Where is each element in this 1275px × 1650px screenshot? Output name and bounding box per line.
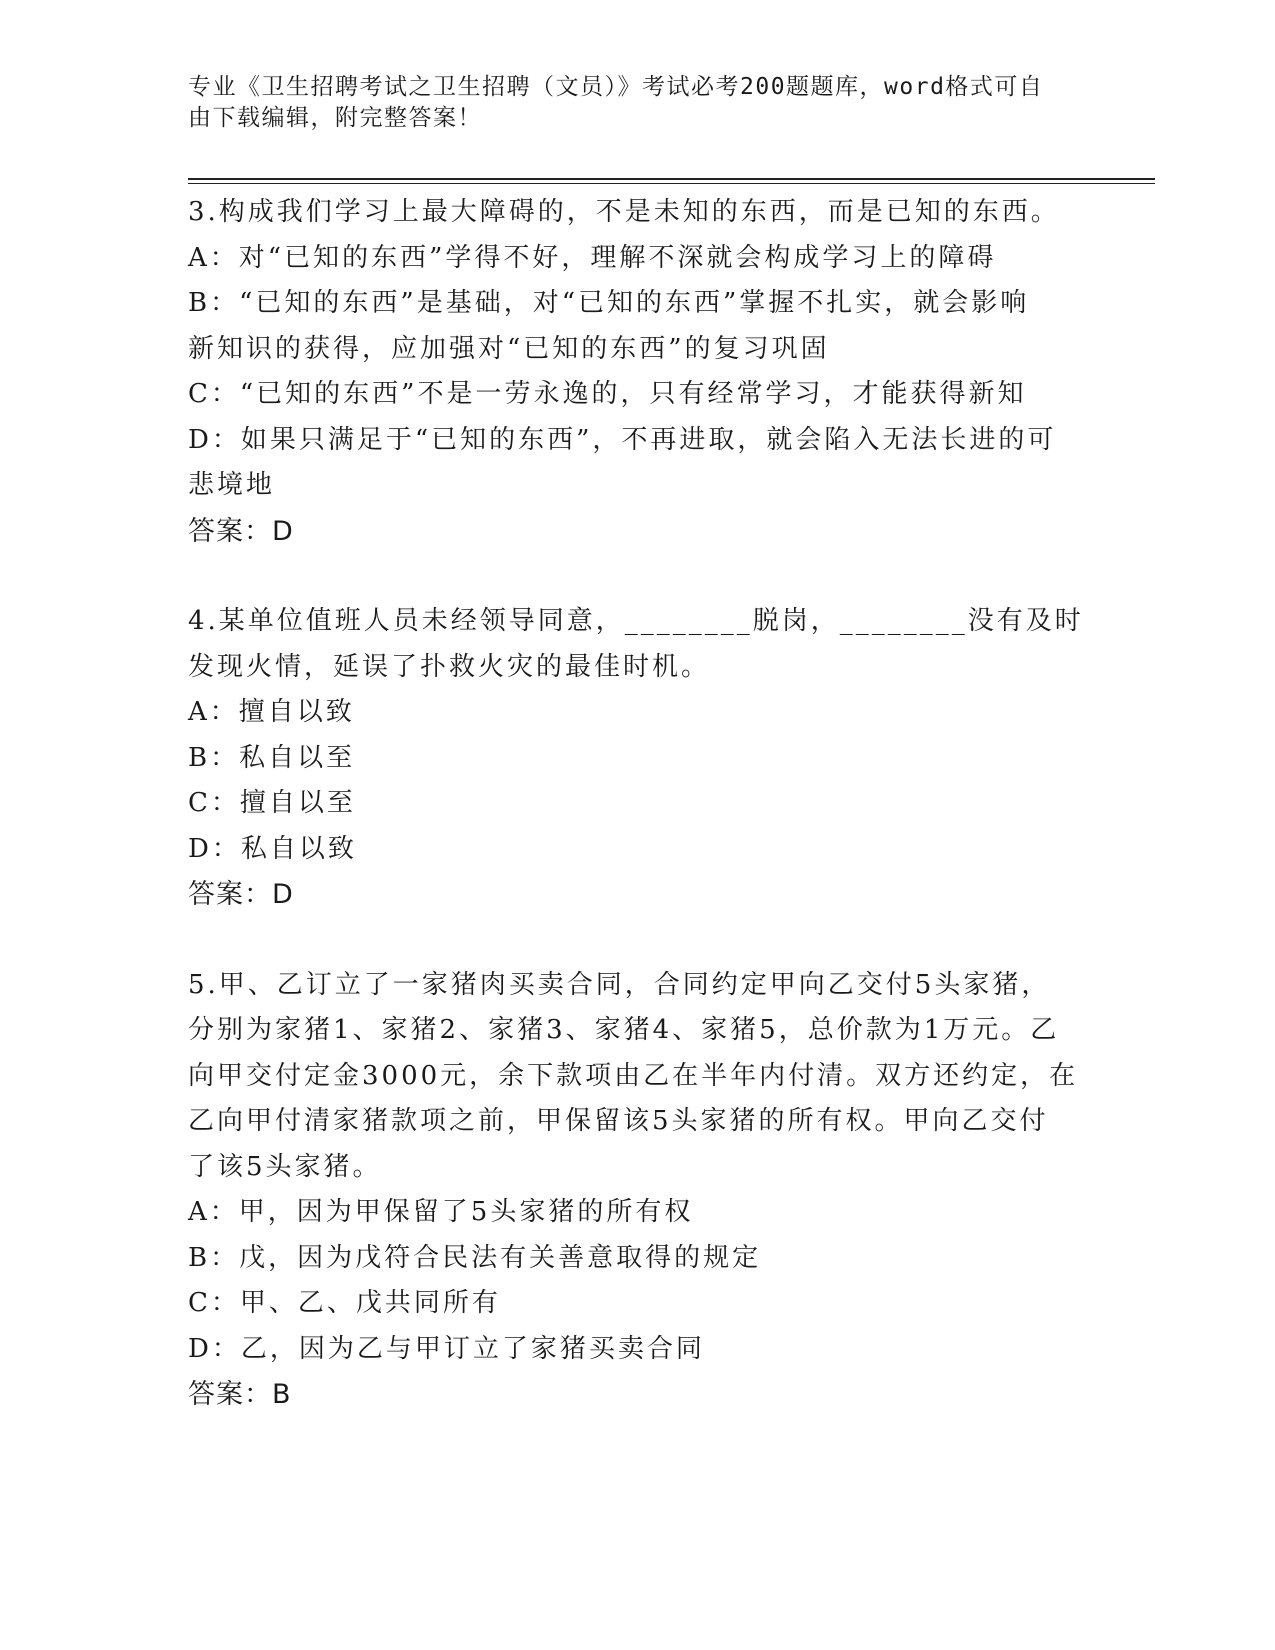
option-line: C：擅自以至 bbox=[188, 788, 356, 818]
question-list bbox=[188, 190, 1088, 1463]
question-block bbox=[188, 190, 1088, 554]
option-line: A：甲，因为甲保留了5头家猪的所有权 bbox=[188, 1197, 694, 1227]
option-line: B：“已知的东西”是基础，对“已知的东西”掌握不扎实，就会影响 bbox=[188, 288, 1030, 318]
question-line: 4.某单位值班人员未经领导同意，________脱岗，________没有及时 bbox=[188, 606, 1084, 636]
option-line: D：如果只满足于“已知的东西”，不再进取，就会陷入无法长进的可 bbox=[188, 424, 1057, 455]
option-line: 悲境地 bbox=[188, 470, 276, 500]
option-line: D：私自以致 bbox=[188, 833, 357, 864]
option-line: C：甲、乙、戊共同所有 bbox=[188, 1288, 501, 1318]
option-line: 新知识的获得，应加强对“已知的东西”的复习巩固 bbox=[188, 333, 830, 364]
question-line: 发现火情，延误了扑救火灾的最佳时机。 bbox=[188, 651, 711, 682]
option-line: B：戊，因为戊符合民法有关善意取得的规定 bbox=[188, 1242, 762, 1273]
header-divider bbox=[188, 183, 1155, 184]
question-block bbox=[188, 599, 1088, 918]
header-line: 由下载编辑，附完整答案！ bbox=[188, 105, 482, 131]
answer-label: 答案：D bbox=[188, 515, 294, 547]
option-line: B：私自以至 bbox=[188, 742, 356, 773]
answer-label: 答案：D bbox=[188, 879, 294, 910]
document-header bbox=[188, 72, 1068, 134]
header-line: 专业《卫生招聘考试之卫生招聘（文员）》考试必考200题题库，word格式可自 bbox=[188, 74, 1044, 100]
option-line: A：对“已知的东西”学得不好，理解不深就会构成学习上的障碍 bbox=[188, 242, 997, 273]
question-line: 乙向甲付清家猪款项之前，甲保留该5头家猪的所有权。甲向乙交付 bbox=[188, 1106, 1049, 1136]
answer-label: 答案：B bbox=[188, 1379, 292, 1410]
question-line: 5.甲、乙订立了一家猪肉买卖合同，合同约定甲向乙交付5头家猪， bbox=[188, 969, 1051, 1000]
option-line: A：擅自以致 bbox=[188, 697, 355, 727]
question-block bbox=[188, 963, 1088, 1418]
question-line: 了该5头家猪。 bbox=[188, 1151, 382, 1182]
question-line: 3.构成我们学习上最大障碍的，不是未知的东西，而是已知的东西。 bbox=[188, 197, 1060, 227]
header-divider bbox=[188, 178, 1155, 180]
question-line: 向甲交付定金3000元，余下款项由乙在半年内付清。双方还约定，在 bbox=[188, 1060, 1079, 1091]
question-line: 分别为家猪1、家猪2、家猪3、家猪4、家猪5，总价款为1万元。乙 bbox=[188, 1015, 1060, 1045]
option-line: C：“已知的东西”不是一劳永逸的，只有经常学习，才能获得新知 bbox=[188, 379, 1027, 409]
option-line: D：乙，因为乙与甲订立了家猪买卖合同 bbox=[188, 1333, 705, 1364]
